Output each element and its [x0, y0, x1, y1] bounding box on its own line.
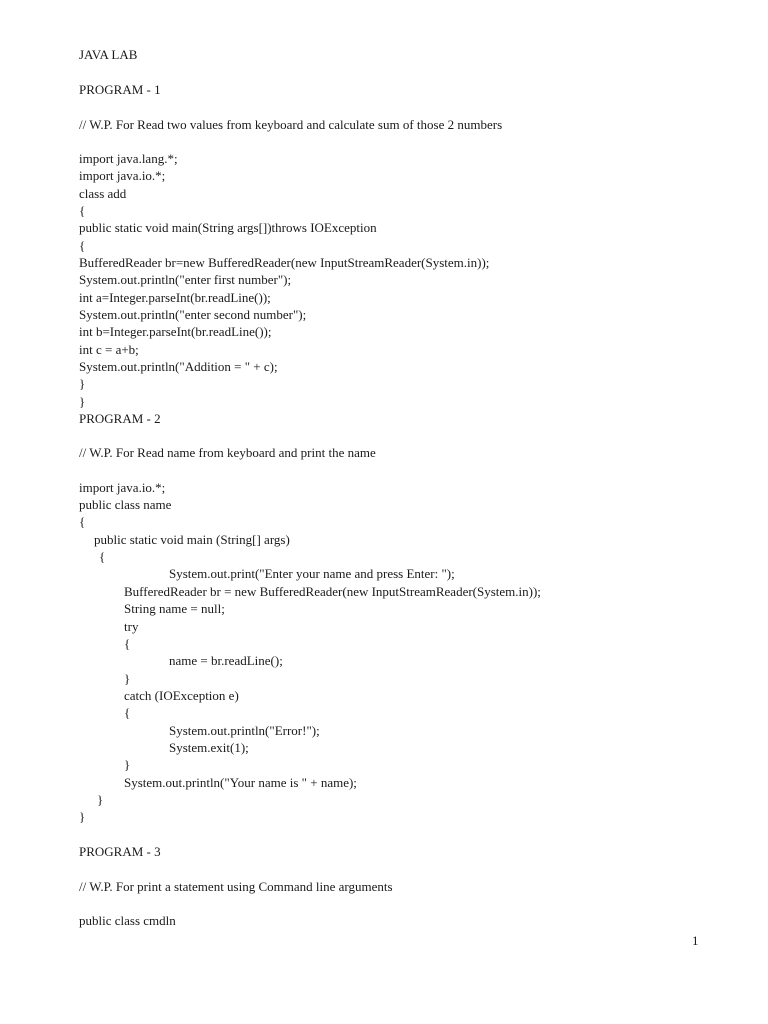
page-number: 1 — [692, 933, 699, 948]
program-2-heading: PROGRAM - 2 — [79, 411, 161, 426]
code-line: System.out.println("enter first number"); — [79, 272, 292, 287]
document-title: JAVA LAB — [79, 47, 138, 62]
program-1-heading: PROGRAM - 1 — [79, 82, 161, 97]
code-line: String name = null; — [124, 601, 225, 616]
code-line: { — [124, 705, 131, 720]
code-line: public class name — [79, 497, 172, 512]
code-line: catch (IOException e) — [124, 688, 239, 703]
code-line: System.out.println("Your name is " + name); — [124, 775, 357, 790]
code-line: } — [124, 671, 131, 686]
code-line: BufferedReader br = new BufferedReader(new InputStreamReader(System.in)); — [124, 584, 541, 599]
code-line: int c = a+b; — [79, 342, 139, 357]
code-line: name = br.readLine(); — [169, 653, 283, 668]
code-line: } — [124, 757, 131, 772]
code-line: } — [79, 376, 86, 391]
code-line: public class cmdln — [79, 913, 176, 928]
program-1-comment: // W.P. For Read two values from keyboard and calculate sum of those 2 numbers — [79, 117, 503, 132]
code-line: System.out.println("Error!"); — [169, 723, 320, 738]
code-line: BufferedReader br=new BufferedReader(new InputStreamReader(System.in)); — [79, 255, 490, 270]
code-line: } — [79, 809, 86, 824]
code-line: { — [124, 636, 131, 651]
program-3-comment: // W.P. For print a statement using Command line arguments — [79, 879, 393, 894]
code-line: } — [79, 394, 86, 409]
code-line: System.exit(1); — [169, 740, 249, 755]
code-line: } — [97, 792, 104, 807]
code-line: import java.lang.*; — [79, 151, 178, 166]
code-line: { — [79, 238, 86, 253]
code-line: public static void main (String[] args) — [94, 532, 290, 547]
code-line: class add — [79, 186, 127, 201]
program-3-heading: PROGRAM - 3 — [79, 844, 161, 859]
code-line: { — [99, 549, 106, 564]
code-line: try — [124, 619, 139, 634]
code-line: { — [79, 203, 86, 218]
code-line: { — [79, 514, 86, 529]
code-line: System.out.println("enter second number"); — [79, 307, 307, 322]
code-line: int b=Integer.parseInt(br.readLine()); — [79, 324, 272, 339]
code-line: System.out.print("Enter your name and press Enter: "); — [169, 566, 455, 581]
code-line: System.out.println("Addition = " + c); — [79, 359, 278, 374]
code-line: import java.io.*; — [79, 480, 166, 495]
program-2-comment: // W.P. For Read name from keyboard and print the name — [79, 445, 376, 460]
code-line: public static void main(String args[])throws IOException — [79, 220, 377, 235]
code-line: import java.io.*; — [79, 168, 166, 183]
code-line: int a=Integer.parseInt(br.readLine()); — [79, 290, 271, 305]
